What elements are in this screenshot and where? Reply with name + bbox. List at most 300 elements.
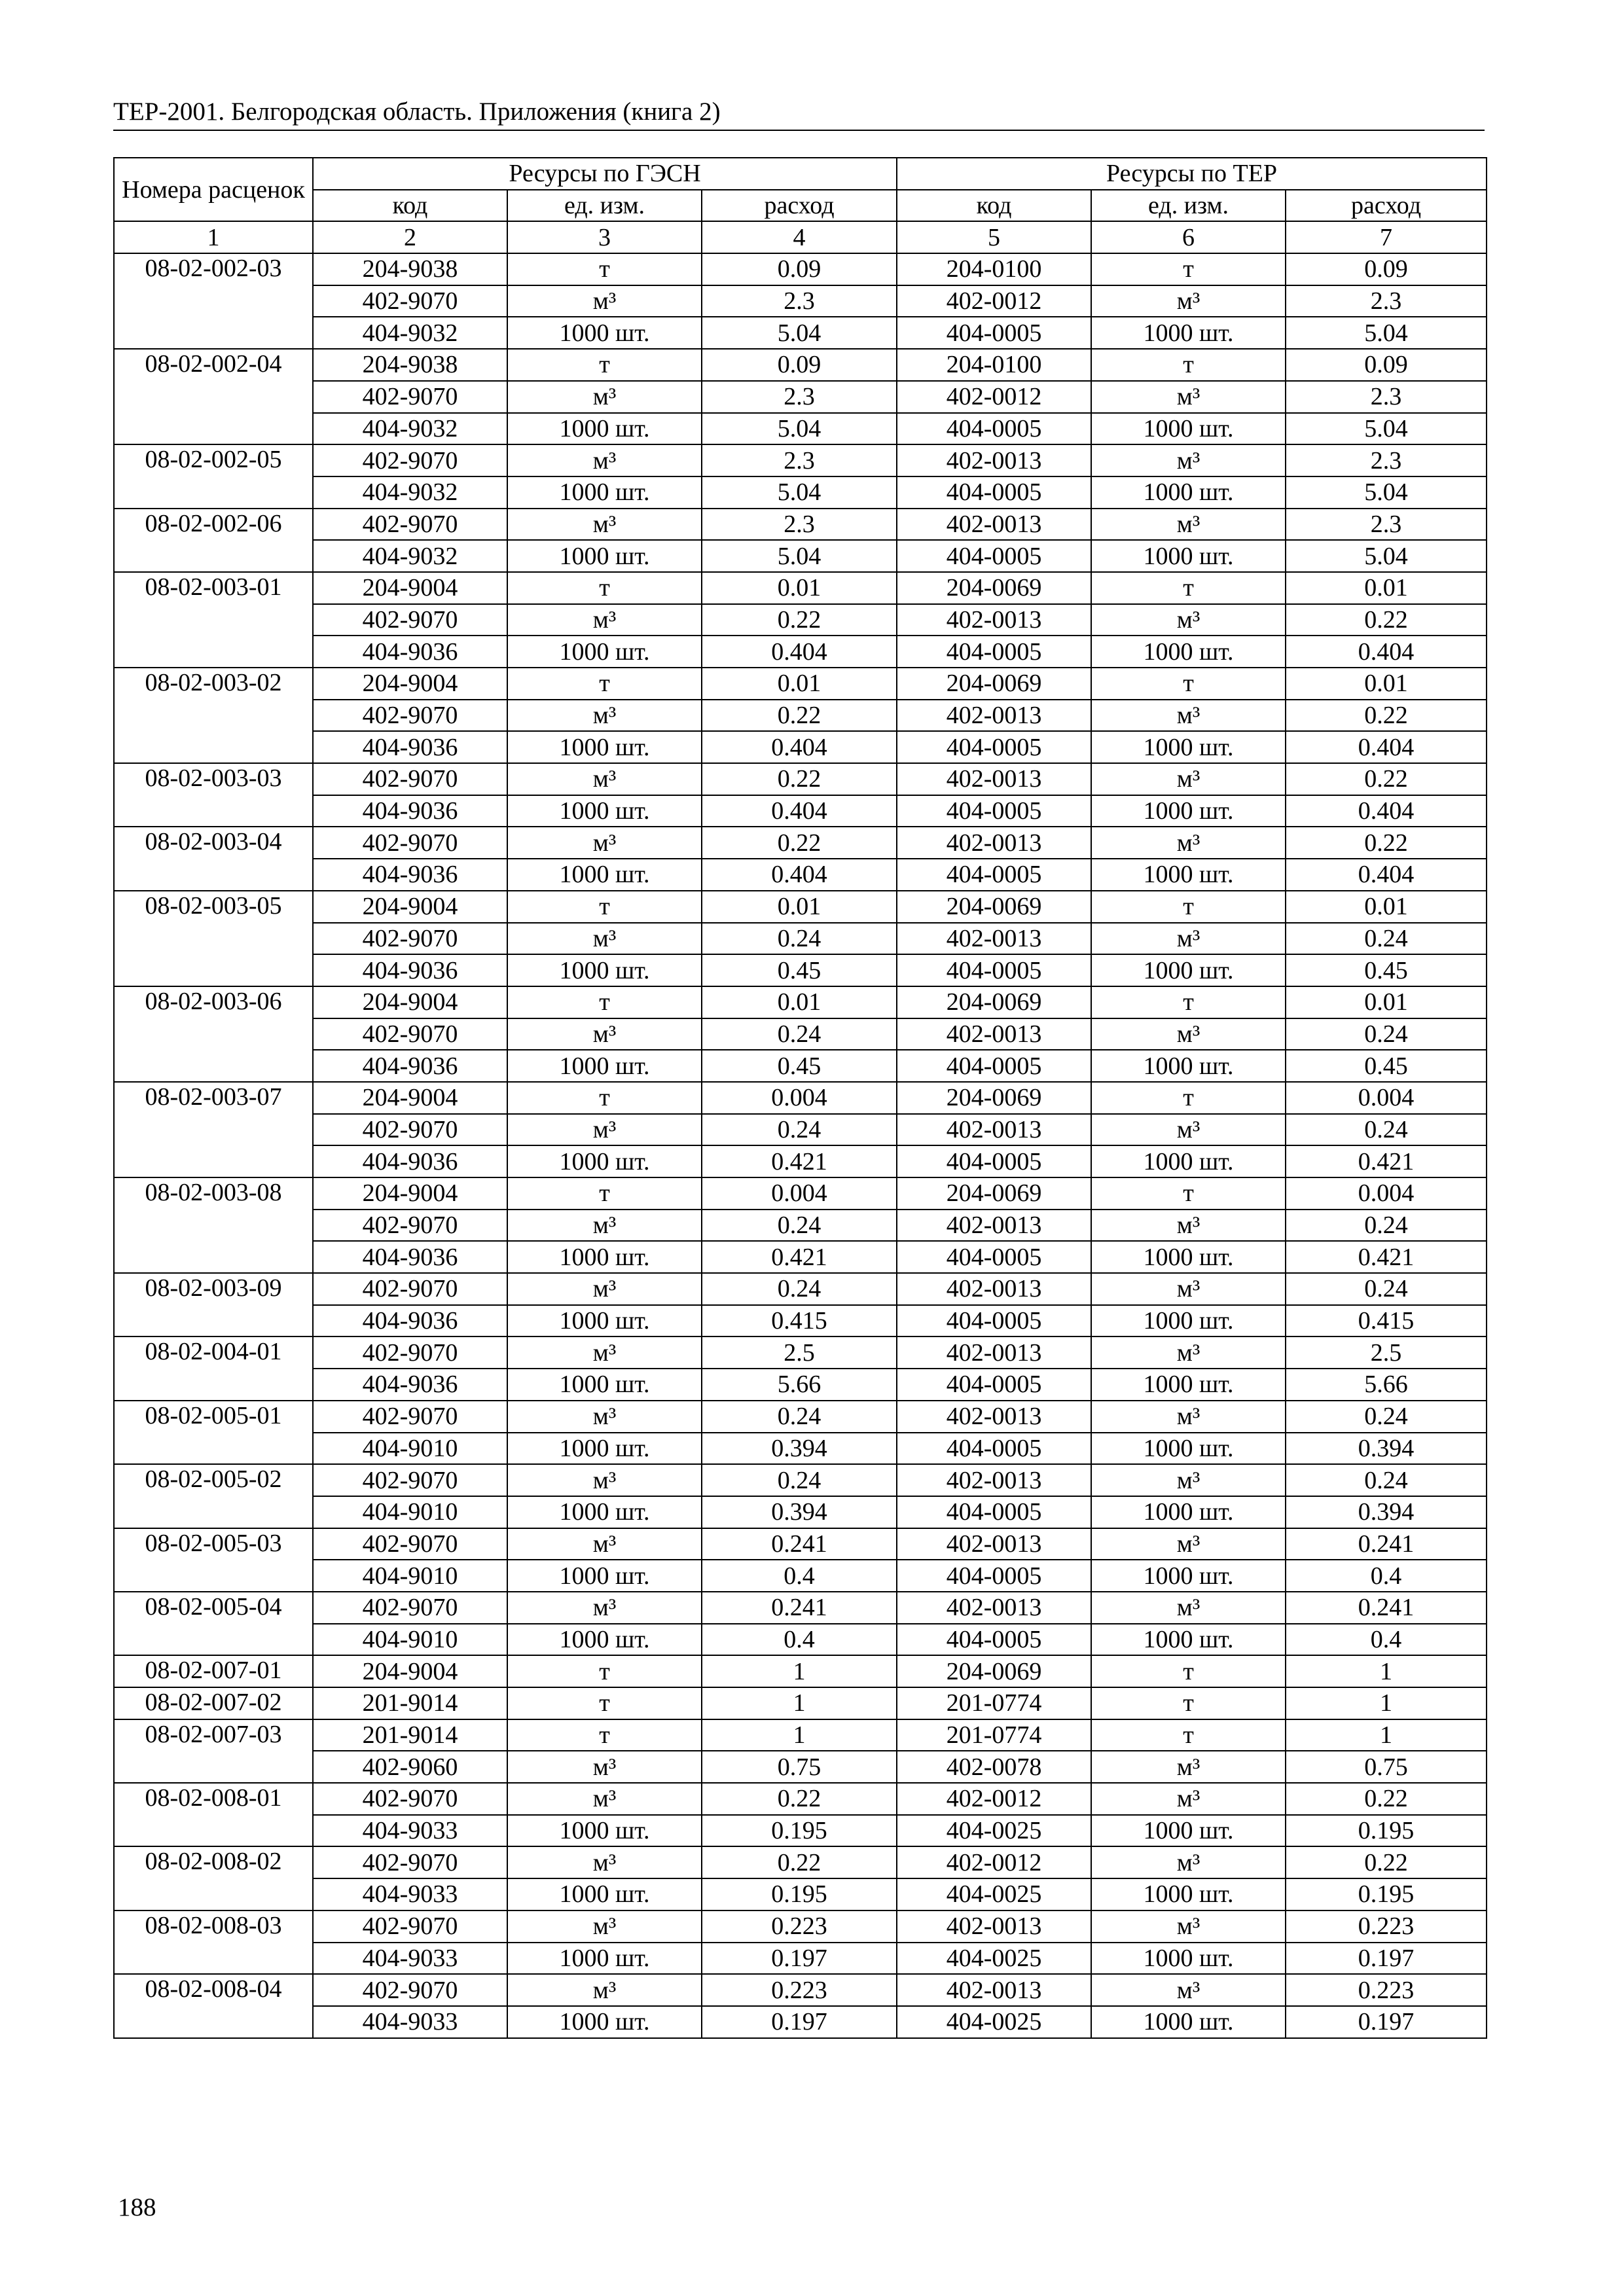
gesn-amount-cell: 0.197	[702, 1943, 897, 1975]
rate-number-cell: 08-02-008-02	[114, 1846, 313, 1910]
ter-unit-cell: 1000 шт.	[1091, 1815, 1286, 1847]
gesn-unit-cell: 1000 шт.	[507, 476, 702, 509]
gesn-amount-cell: 0.24	[702, 1210, 897, 1242]
ter-unit-cell: т	[1091, 572, 1286, 604]
ter-amount-cell: 0.197	[1286, 2006, 1487, 2038]
column-number: 2	[313, 221, 507, 253]
ter-unit-cell: м³	[1091, 763, 1286, 795]
ter-unit-cell: 1000 шт.	[1091, 1433, 1286, 1465]
gesn-code-cell: 204-9004	[313, 891, 507, 923]
gesn-unit-cell: т	[507, 1655, 702, 1687]
rate-number-cell: 08-02-003-03	[114, 763, 313, 827]
ter-amount-cell: 5.04	[1286, 540, 1487, 572]
ter-amount-cell: 1	[1286, 1719, 1487, 1751]
rate-number-cell: 08-02-002-04	[114, 349, 313, 444]
gesn-code-cell: 201-9014	[313, 1687, 507, 1719]
ter-amount-cell: 2.3	[1286, 444, 1487, 476]
gesn-code-cell: 204-9004	[313, 572, 507, 604]
gesn-code-cell: 404-9036	[313, 1305, 507, 1337]
ter-amount-cell: 1	[1286, 1655, 1487, 1687]
gesn-amount-cell: 0.45	[702, 954, 897, 986]
ter-amount-cell: 2.3	[1286, 285, 1487, 317]
ter-code-cell: 402-0013	[897, 1910, 1091, 1943]
ter-code-cell: 404-0005	[897, 795, 1091, 827]
gesn-amount-cell: 0.4	[702, 1560, 897, 1592]
gesn-unit-cell: т	[507, 1719, 702, 1751]
ter-amount-cell: 0.45	[1286, 1050, 1487, 1082]
ter-code-cell: 404-0005	[897, 317, 1091, 349]
table-row	[114, 476, 1487, 509]
gesn-code-cell: 402-9070	[313, 1910, 507, 1943]
header-ter-code: код	[897, 190, 1091, 222]
ter-code-cell: 402-0013	[897, 1401, 1091, 1433]
gesn-code-cell: 402-9070	[313, 923, 507, 955]
gesn-code-cell: 404-9036	[313, 795, 507, 827]
gesn-unit-cell: 1000 шт.	[507, 413, 702, 445]
ter-amount-cell: 0.09	[1286, 253, 1487, 285]
ter-amount-cell: 0.404	[1286, 731, 1487, 763]
ter-amount-cell: 0.22	[1286, 1783, 1487, 1815]
gesn-unit-cell: т	[507, 1687, 702, 1719]
gesn-amount-cell: 0.404	[702, 636, 897, 668]
table-row	[114, 923, 1487, 955]
page-header: ТЕР-2001. Белгородская область. Приложения (книга 2)	[113, 96, 1485, 131]
rate-number-cell: 08-02-004-01	[114, 1336, 313, 1400]
gesn-amount-cell: 0.404	[702, 795, 897, 827]
ter-amount-cell: 0.4	[1286, 1560, 1487, 1592]
ter-unit-cell: т	[1091, 986, 1286, 1018]
ter-unit-cell: м³	[1091, 827, 1286, 859]
gesn-amount-cell: 0.241	[702, 1592, 897, 1624]
ter-unit-cell: 1000 шт.	[1091, 1878, 1286, 1910]
gesn-unit-cell: 1000 шт.	[507, 1943, 702, 1975]
gesn-amount-cell: 5.04	[702, 317, 897, 349]
gesn-unit-cell: м³	[507, 285, 702, 317]
ter-code-cell: 404-0005	[897, 954, 1091, 986]
ter-code-cell: 402-0013	[897, 1974, 1091, 2006]
ter-code-cell: 404-0005	[897, 1624, 1091, 1656]
gesn-unit-cell: т	[507, 349, 702, 381]
gesn-code-cell: 404-9036	[313, 1050, 507, 1082]
gesn-code-cell: 402-9070	[313, 1336, 507, 1369]
table-row	[114, 763, 1487, 795]
ter-amount-cell: 0.01	[1286, 986, 1487, 1018]
ter-code-cell: 404-0005	[897, 540, 1091, 572]
column-number: 5	[897, 221, 1091, 253]
table-row	[114, 954, 1487, 986]
gesn-amount-cell: 0.241	[702, 1528, 897, 1560]
gesn-code-cell: 404-9036	[313, 859, 507, 891]
rate-number-cell: 08-02-003-04	[114, 827, 313, 890]
ter-unit-cell: 1000 шт.	[1091, 795, 1286, 827]
gesn-unit-cell: 1000 шт.	[507, 1624, 702, 1656]
gesn-unit-cell: м³	[507, 1273, 702, 1305]
table-row	[114, 1943, 1487, 1975]
ter-code-cell: 404-0025	[897, 1878, 1091, 1910]
ter-code-cell: 402-0013	[897, 509, 1091, 541]
ter-amount-cell: 5.04	[1286, 476, 1487, 509]
ter-unit-cell: м³	[1091, 604, 1286, 636]
gesn-amount-cell: 0.22	[702, 1783, 897, 1815]
table-row	[114, 413, 1487, 445]
gesn-amount-cell: 0.223	[702, 1974, 897, 2006]
ter-code-cell: 404-0005	[897, 1369, 1091, 1401]
table-row	[114, 1464, 1487, 1496]
gesn-unit-cell: м³	[507, 509, 702, 541]
gesn-unit-cell: м³	[507, 1336, 702, 1369]
gesn-unit-cell: м³	[507, 1592, 702, 1624]
ter-unit-cell: 1000 шт.	[1091, 1305, 1286, 1337]
ter-amount-cell: 0.404	[1286, 636, 1487, 668]
header-ter-resources: Ресурсы по ТЕР	[897, 158, 1487, 190]
ter-unit-cell: 1000 шт.	[1091, 1624, 1286, 1656]
ter-unit-cell: т	[1091, 1719, 1286, 1751]
gesn-code-cell: 402-9070	[313, 1114, 507, 1146]
gesn-code-cell: 404-9032	[313, 317, 507, 349]
gesn-code-cell: 204-9004	[313, 1082, 507, 1114]
ter-amount-cell: 0.223	[1286, 1910, 1487, 1943]
ter-unit-cell: м³	[1091, 1783, 1286, 1815]
gesn-amount-cell: 0.01	[702, 986, 897, 1018]
ter-amount-cell: 0.22	[1286, 604, 1487, 636]
ter-unit-cell: 1000 шт.	[1091, 954, 1286, 986]
gesn-code-cell: 404-9033	[313, 1815, 507, 1847]
ter-code-cell: 204-0100	[897, 253, 1091, 285]
gesn-code-cell: 402-9070	[313, 1846, 507, 1878]
rate-number-cell: 08-02-002-03	[114, 253, 313, 349]
ter-amount-cell: 0.197	[1286, 1943, 1487, 1975]
gesn-unit-cell: 1000 шт.	[507, 2006, 702, 2038]
gesn-unit-cell: м³	[507, 604, 702, 636]
ter-code-cell: 201-0774	[897, 1687, 1091, 1719]
ter-code-cell: 404-0025	[897, 1943, 1091, 1975]
header-ter-amount: расход	[1286, 190, 1487, 222]
table-row	[114, 540, 1487, 572]
column-number: 7	[1286, 221, 1487, 253]
gesn-code-cell: 404-9036	[313, 954, 507, 986]
ter-amount-cell: 5.04	[1286, 413, 1487, 445]
ter-code-cell: 204-0069	[897, 986, 1091, 1018]
ter-code-cell: 201-0774	[897, 1719, 1091, 1751]
table-row	[114, 1783, 1487, 1815]
ter-unit-cell: т	[1091, 1082, 1286, 1114]
gesn-code-cell: 404-9032	[313, 413, 507, 445]
gesn-unit-cell: т	[507, 668, 702, 700]
ter-code-cell: 404-0005	[897, 1433, 1091, 1465]
table-row	[114, 572, 1487, 604]
gesn-amount-cell: 0.404	[702, 731, 897, 763]
ter-unit-cell: м³	[1091, 923, 1286, 955]
table-row	[114, 1846, 1487, 1878]
gesn-unit-cell: м³	[507, 827, 702, 859]
gesn-amount-cell: 0.24	[702, 1018, 897, 1050]
ter-unit-cell: м³	[1091, 1974, 1286, 2006]
ter-code-cell: 402-0012	[897, 285, 1091, 317]
ter-amount-cell: 0.24	[1286, 1114, 1487, 1146]
ter-code-cell: 204-0069	[897, 1655, 1091, 1687]
gesn-unit-cell: м³	[507, 444, 702, 476]
rate-number-cell: 08-02-003-06	[114, 986, 313, 1082]
ter-amount-cell: 0.24	[1286, 1464, 1487, 1496]
ter-unit-cell: 1000 шт.	[1091, 859, 1286, 891]
table-row	[114, 1082, 1487, 1114]
gesn-unit-cell: 1000 шт.	[507, 1369, 702, 1401]
gesn-amount-cell: 2.3	[702, 444, 897, 476]
ter-unit-cell: м³	[1091, 444, 1286, 476]
gesn-code-cell: 404-9010	[313, 1624, 507, 1656]
ter-amount-cell: 0.22	[1286, 827, 1487, 859]
ter-amount-cell: 0.404	[1286, 859, 1487, 891]
gesn-code-cell: 402-9070	[313, 1592, 507, 1624]
ter-unit-cell: 1000 шт.	[1091, 1496, 1286, 1528]
ter-amount-cell: 0.404	[1286, 795, 1487, 827]
gesn-code-cell: 204-9004	[313, 1177, 507, 1210]
table-row	[114, 1751, 1487, 1783]
ter-unit-cell: 1000 шт.	[1091, 1050, 1286, 1082]
ter-code-cell: 204-0069	[897, 891, 1091, 923]
gesn-unit-cell: 1000 шт.	[507, 731, 702, 763]
ter-amount-cell: 0.415	[1286, 1305, 1487, 1337]
table-row	[114, 636, 1487, 668]
table-row	[114, 1273, 1487, 1305]
table-row	[114, 381, 1487, 413]
gesn-amount-cell: 0.24	[702, 1464, 897, 1496]
gesn-unit-cell: м³	[507, 1018, 702, 1050]
ter-amount-cell: 0.09	[1286, 349, 1487, 381]
gesn-unit-cell: м³	[507, 923, 702, 955]
gesn-amount-cell: 0.45	[702, 1050, 897, 1082]
table-row	[114, 827, 1487, 859]
ter-code-cell: 402-0012	[897, 1846, 1091, 1878]
gesn-amount-cell: 0.22	[702, 604, 897, 636]
gesn-code-cell: 404-9036	[313, 731, 507, 763]
table-row	[114, 1177, 1487, 1210]
gesn-unit-cell: 1000 шт.	[507, 859, 702, 891]
ter-amount-cell: 0.24	[1286, 1018, 1487, 1050]
ter-code-cell: 402-0013	[897, 923, 1091, 955]
table-row	[114, 1496, 1487, 1528]
rate-number-cell: 08-02-005-02	[114, 1464, 313, 1528]
gesn-code-cell: 404-9036	[313, 1145, 507, 1177]
column-number: 1	[114, 221, 313, 253]
gesn-code-cell: 402-9070	[313, 1210, 507, 1242]
rate-number-cell: 08-02-005-03	[114, 1528, 313, 1592]
ter-code-cell: 402-0013	[897, 1336, 1091, 1369]
gesn-code-cell: 404-9036	[313, 636, 507, 668]
gesn-code-cell: 404-9036	[313, 1369, 507, 1401]
gesn-amount-cell: 0.24	[702, 923, 897, 955]
header-gesn-resources: Ресурсы по ГЭСН	[313, 158, 897, 190]
gesn-unit-cell: м³	[507, 763, 702, 795]
gesn-amount-cell: 0.22	[702, 763, 897, 795]
gesn-code-cell: 404-9033	[313, 2006, 507, 2038]
rate-number-cell: 08-02-008-03	[114, 1910, 313, 1974]
rate-number-cell: 08-02-002-05	[114, 444, 313, 508]
gesn-amount-cell: 2.3	[702, 509, 897, 541]
ter-unit-cell: 1000 шт.	[1091, 731, 1286, 763]
ter-code-cell: 402-0012	[897, 381, 1091, 413]
ter-amount-cell: 0.004	[1286, 1082, 1487, 1114]
header-rate-numbers: Номера расценок	[114, 158, 313, 221]
ter-unit-cell: т	[1091, 1655, 1286, 1687]
rate-number-cell: 08-02-003-09	[114, 1273, 313, 1336]
gesn-unit-cell: 1000 шт.	[507, 1241, 702, 1273]
ter-unit-cell: м³	[1091, 1336, 1286, 1369]
gesn-code-cell: 402-9070	[313, 1018, 507, 1050]
gesn-unit-cell: м³	[507, 381, 702, 413]
table-row	[114, 1114, 1487, 1146]
ter-unit-cell: т	[1091, 1687, 1286, 1719]
rate-number-cell: 08-02-003-07	[114, 1082, 313, 1177]
ter-code-cell: 402-0013	[897, 604, 1091, 636]
ter-unit-cell: м³	[1091, 1018, 1286, 1050]
ter-code-cell: 402-0013	[897, 827, 1091, 859]
ter-amount-cell: 0.01	[1286, 891, 1487, 923]
table-row	[114, 285, 1487, 317]
ter-code-cell: 404-0005	[897, 1241, 1091, 1273]
column-number: 6	[1091, 221, 1286, 253]
gesn-code-cell: 404-9010	[313, 1496, 507, 1528]
table-row	[114, 700, 1487, 732]
gesn-unit-cell: м³	[507, 1210, 702, 1242]
table-row	[114, 731, 1487, 763]
ter-code-cell: 404-0005	[897, 476, 1091, 509]
ter-unit-cell: 1000 шт.	[1091, 2006, 1286, 2038]
gesn-code-cell: 402-9070	[313, 1273, 507, 1305]
table-header	[114, 158, 1487, 253]
table-row	[114, 1592, 1487, 1624]
table-row	[114, 859, 1487, 891]
table-row	[114, 2006, 1487, 2038]
table-row	[114, 1560, 1487, 1592]
ter-unit-cell: 1000 шт.	[1091, 1943, 1286, 1975]
gesn-amount-cell: 0.195	[702, 1815, 897, 1847]
table-row	[114, 1336, 1487, 1369]
ter-amount-cell: 0.394	[1286, 1433, 1487, 1465]
gesn-amount-cell: 0.01	[702, 891, 897, 923]
ter-code-cell: 402-0013	[897, 1114, 1091, 1146]
ter-amount-cell: 1	[1286, 1687, 1487, 1719]
ter-code-cell: 402-0013	[897, 1464, 1091, 1496]
ter-unit-cell: 1000 шт.	[1091, 1369, 1286, 1401]
gesn-code-cell: 402-9070	[313, 700, 507, 732]
ter-code-cell: 404-0005	[897, 1145, 1091, 1177]
ter-amount-cell: 0.24	[1286, 1210, 1487, 1242]
ter-amount-cell: 0.241	[1286, 1528, 1487, 1560]
ter-unit-cell: м³	[1091, 1846, 1286, 1878]
ter-code-cell: 204-0069	[897, 572, 1091, 604]
ter-unit-cell: т	[1091, 1177, 1286, 1210]
ter-unit-cell: т	[1091, 253, 1286, 285]
gesn-unit-cell: м³	[507, 1464, 702, 1496]
table-row	[114, 1687, 1487, 1719]
gesn-unit-cell: м³	[507, 1114, 702, 1146]
gesn-unit-cell: м³	[507, 700, 702, 732]
gesn-unit-cell: м³	[507, 1751, 702, 1783]
table-row	[114, 986, 1487, 1018]
ter-unit-cell: 1000 шт.	[1091, 413, 1286, 445]
ter-amount-cell: 0.24	[1286, 1401, 1487, 1433]
gesn-amount-cell: 1	[702, 1655, 897, 1687]
ter-code-cell: 404-0005	[897, 1050, 1091, 1082]
gesn-amount-cell: 0.01	[702, 572, 897, 604]
ter-unit-cell: м³	[1091, 1210, 1286, 1242]
ter-code-cell: 404-0005	[897, 1305, 1091, 1337]
gesn-amount-cell: 0.01	[702, 668, 897, 700]
ter-code-cell: 404-0005	[897, 731, 1091, 763]
ter-code-cell: 204-0069	[897, 668, 1091, 700]
gesn-code-cell: 404-9010	[313, 1433, 507, 1465]
gesn-amount-cell: 0.22	[702, 827, 897, 859]
gesn-amount-cell: 2.3	[702, 285, 897, 317]
rate-number-cell: 08-02-003-08	[114, 1177, 313, 1273]
gesn-code-cell: 204-9004	[313, 986, 507, 1018]
ter-amount-cell: 0.195	[1286, 1878, 1487, 1910]
ter-unit-cell: м³	[1091, 509, 1286, 541]
ter-unit-cell: м³	[1091, 1273, 1286, 1305]
ter-code-cell: 402-0013	[897, 1273, 1091, 1305]
table-row	[114, 668, 1487, 700]
gesn-amount-cell: 0.22	[702, 700, 897, 732]
ter-amount-cell: 0.241	[1286, 1592, 1487, 1624]
gesn-amount-cell: 5.04	[702, 540, 897, 572]
ter-unit-cell: т	[1091, 891, 1286, 923]
gesn-amount-cell: 0.415	[702, 1305, 897, 1337]
table-row	[114, 1528, 1487, 1560]
gesn-unit-cell: 1000 шт.	[507, 1433, 702, 1465]
gesn-code-cell: 402-9070	[313, 763, 507, 795]
ter-unit-cell: т	[1091, 668, 1286, 700]
gesn-amount-cell: 5.66	[702, 1369, 897, 1401]
gesn-amount-cell: 0.404	[702, 859, 897, 891]
gesn-unit-cell: 1000 шт.	[507, 1145, 702, 1177]
gesn-code-cell: 402-9070	[313, 1783, 507, 1815]
gesn-amount-cell: 0.24	[702, 1401, 897, 1433]
column-number: 3	[507, 221, 702, 253]
header-gesn-amount: расход	[702, 190, 897, 222]
table-row	[114, 1018, 1487, 1050]
gesn-amount-cell: 5.04	[702, 476, 897, 509]
gesn-code-cell: 404-9033	[313, 1878, 507, 1910]
ter-unit-cell: м³	[1091, 1528, 1286, 1560]
ter-amount-cell: 2.5	[1286, 1336, 1487, 1369]
gesn-unit-cell: 1000 шт.	[507, 636, 702, 668]
ter-code-cell: 404-0005	[897, 1560, 1091, 1592]
ter-amount-cell: 0.004	[1286, 1177, 1487, 1210]
ter-code-cell: 404-0005	[897, 636, 1091, 668]
table-row	[114, 1719, 1487, 1751]
ter-code-cell: 204-0069	[897, 1177, 1091, 1210]
ter-code-cell: 204-0100	[897, 349, 1091, 381]
gesn-unit-cell: т	[507, 986, 702, 1018]
gesn-code-cell: 402-9070	[313, 1401, 507, 1433]
table-row	[114, 1974, 1487, 2006]
gesn-unit-cell: т	[507, 253, 702, 285]
ter-amount-cell: 5.04	[1286, 317, 1487, 349]
header-gesn-unit: ед. изм.	[507, 190, 702, 222]
gesn-amount-cell: 0.24	[702, 1273, 897, 1305]
gesn-unit-cell: т	[507, 1177, 702, 1210]
resources-table	[113, 157, 1487, 2039]
ter-unit-cell: м³	[1091, 1114, 1286, 1146]
header-gesn-code: код	[313, 190, 507, 222]
gesn-code-cell: 402-9070	[313, 604, 507, 636]
gesn-code-cell: 402-9070	[313, 1974, 507, 2006]
ter-amount-cell: 0.22	[1286, 763, 1487, 795]
gesn-unit-cell: 1000 шт.	[507, 1496, 702, 1528]
ter-code-cell: 402-0013	[897, 1592, 1091, 1624]
table-row	[114, 1241, 1487, 1273]
